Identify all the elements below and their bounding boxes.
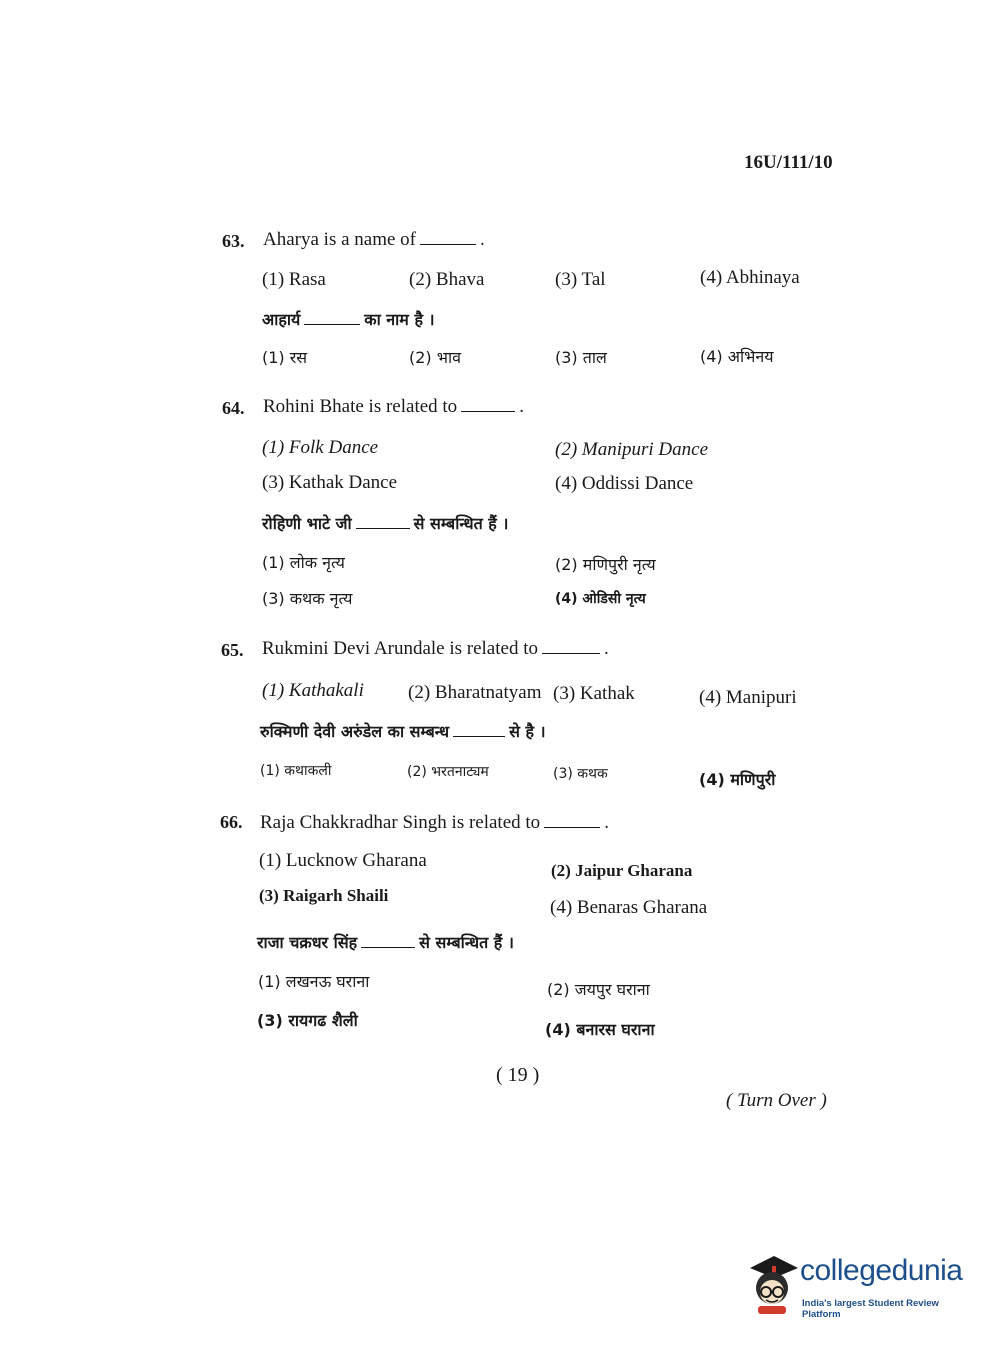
option-4: (4) Manipuri [699, 687, 797, 708]
hindi-option-4: (4) बनारस घराना [545, 1020, 655, 1039]
question-text: Raja Chakkradhar Singh is related to . [260, 812, 609, 833]
hindi-option-3: (3) कथक नृत्य [262, 589, 353, 608]
question-text: Rohini Bhate is related to . [263, 396, 524, 417]
question-text-hindi: राजा चक्रधर सिंह से सम्बन्धित हैं । [257, 933, 514, 952]
collegedunia-logo [742, 1252, 972, 1322]
logo-wordmark: collegedunia [800, 1254, 963, 1287]
option-1: (1) Lucknow Gharana [259, 850, 427, 871]
hindi-option-1: (1) कथाकली [260, 763, 332, 779]
option-2: (2) Bharatnatyam [408, 682, 542, 703]
option-3: (3) Kathak Dance [262, 472, 398, 493]
question-number: 65. [221, 640, 244, 660]
option-1: (1) Kathakali [262, 680, 364, 701]
question-text: Aharya is a name of . [263, 229, 485, 250]
question-text-hindi: आहार्य का नाम है । [262, 310, 435, 329]
hindi-option-2: (2) मणिपुरी नृत्य [555, 555, 656, 574]
option-3: (3) Kathak [553, 683, 635, 704]
hindi-option-3: (3) रायगढ शैली [257, 1011, 358, 1030]
option-3: (3) Tal [555, 269, 606, 290]
option-4: (4) Benaras Gharana [550, 897, 708, 918]
hindi-option-4: (4) अभिनय [700, 347, 774, 366]
hindi-option-1: (1) रस [262, 348, 308, 367]
mascot-icon [742, 1252, 802, 1316]
hindi-option-2: (2) जयपुर घराना [547, 980, 650, 999]
question-text-hindi: रोहिणी भाटे जी से सम्बन्धित हैं । [262, 514, 509, 533]
option-1: (1) Folk Dance [262, 437, 379, 458]
logo-tagline: India's largest Student Review Platform [802, 1298, 939, 1320]
hindi-option-3: (3) कथक [553, 766, 608, 782]
question-text-hindi: रुक्मिणी देवी अरुंडेल का सम्बन्ध से है । [260, 722, 546, 741]
question-number: 63. [222, 231, 245, 251]
option-4: (4) Oddissi Dance [555, 473, 694, 494]
paper-code: 16U/111/10 [744, 152, 833, 173]
option-1: (1) Rasa [262, 269, 326, 290]
hindi-option-3: (3) ताल [555, 348, 607, 367]
hindi-option-2: (2) भरतनाट्यम [407, 764, 489, 780]
hindi-option-1: (1) लखनऊ घराना [258, 972, 370, 991]
page-number: ( 19 ) [496, 1064, 540, 1086]
option-2: (2) Jaipur Gharana [551, 861, 693, 880]
question-number: 66. [220, 812, 243, 832]
option-3: (3) Raigarh Shaili [259, 886, 389, 905]
hindi-option-4: (4) मणिपुरी [699, 770, 776, 789]
question-text: Rukmini Devi Arundale is related to . [262, 638, 609, 659]
turn-over-label: ( Turn Over ) [726, 1090, 827, 1111]
option-4: (4) Abhinaya [700, 267, 800, 288]
option-2: (2) Bhava [409, 269, 485, 290]
question-number: 64. [222, 398, 245, 418]
option-2: (2) Manipuri Dance [555, 439, 709, 460]
hindi-option-4: (4) ओडिसी नृत्य [555, 591, 646, 607]
hindi-option-2: (2) भाव [409, 348, 462, 367]
hindi-option-1: (1) लोक नृत्य [262, 553, 345, 572]
